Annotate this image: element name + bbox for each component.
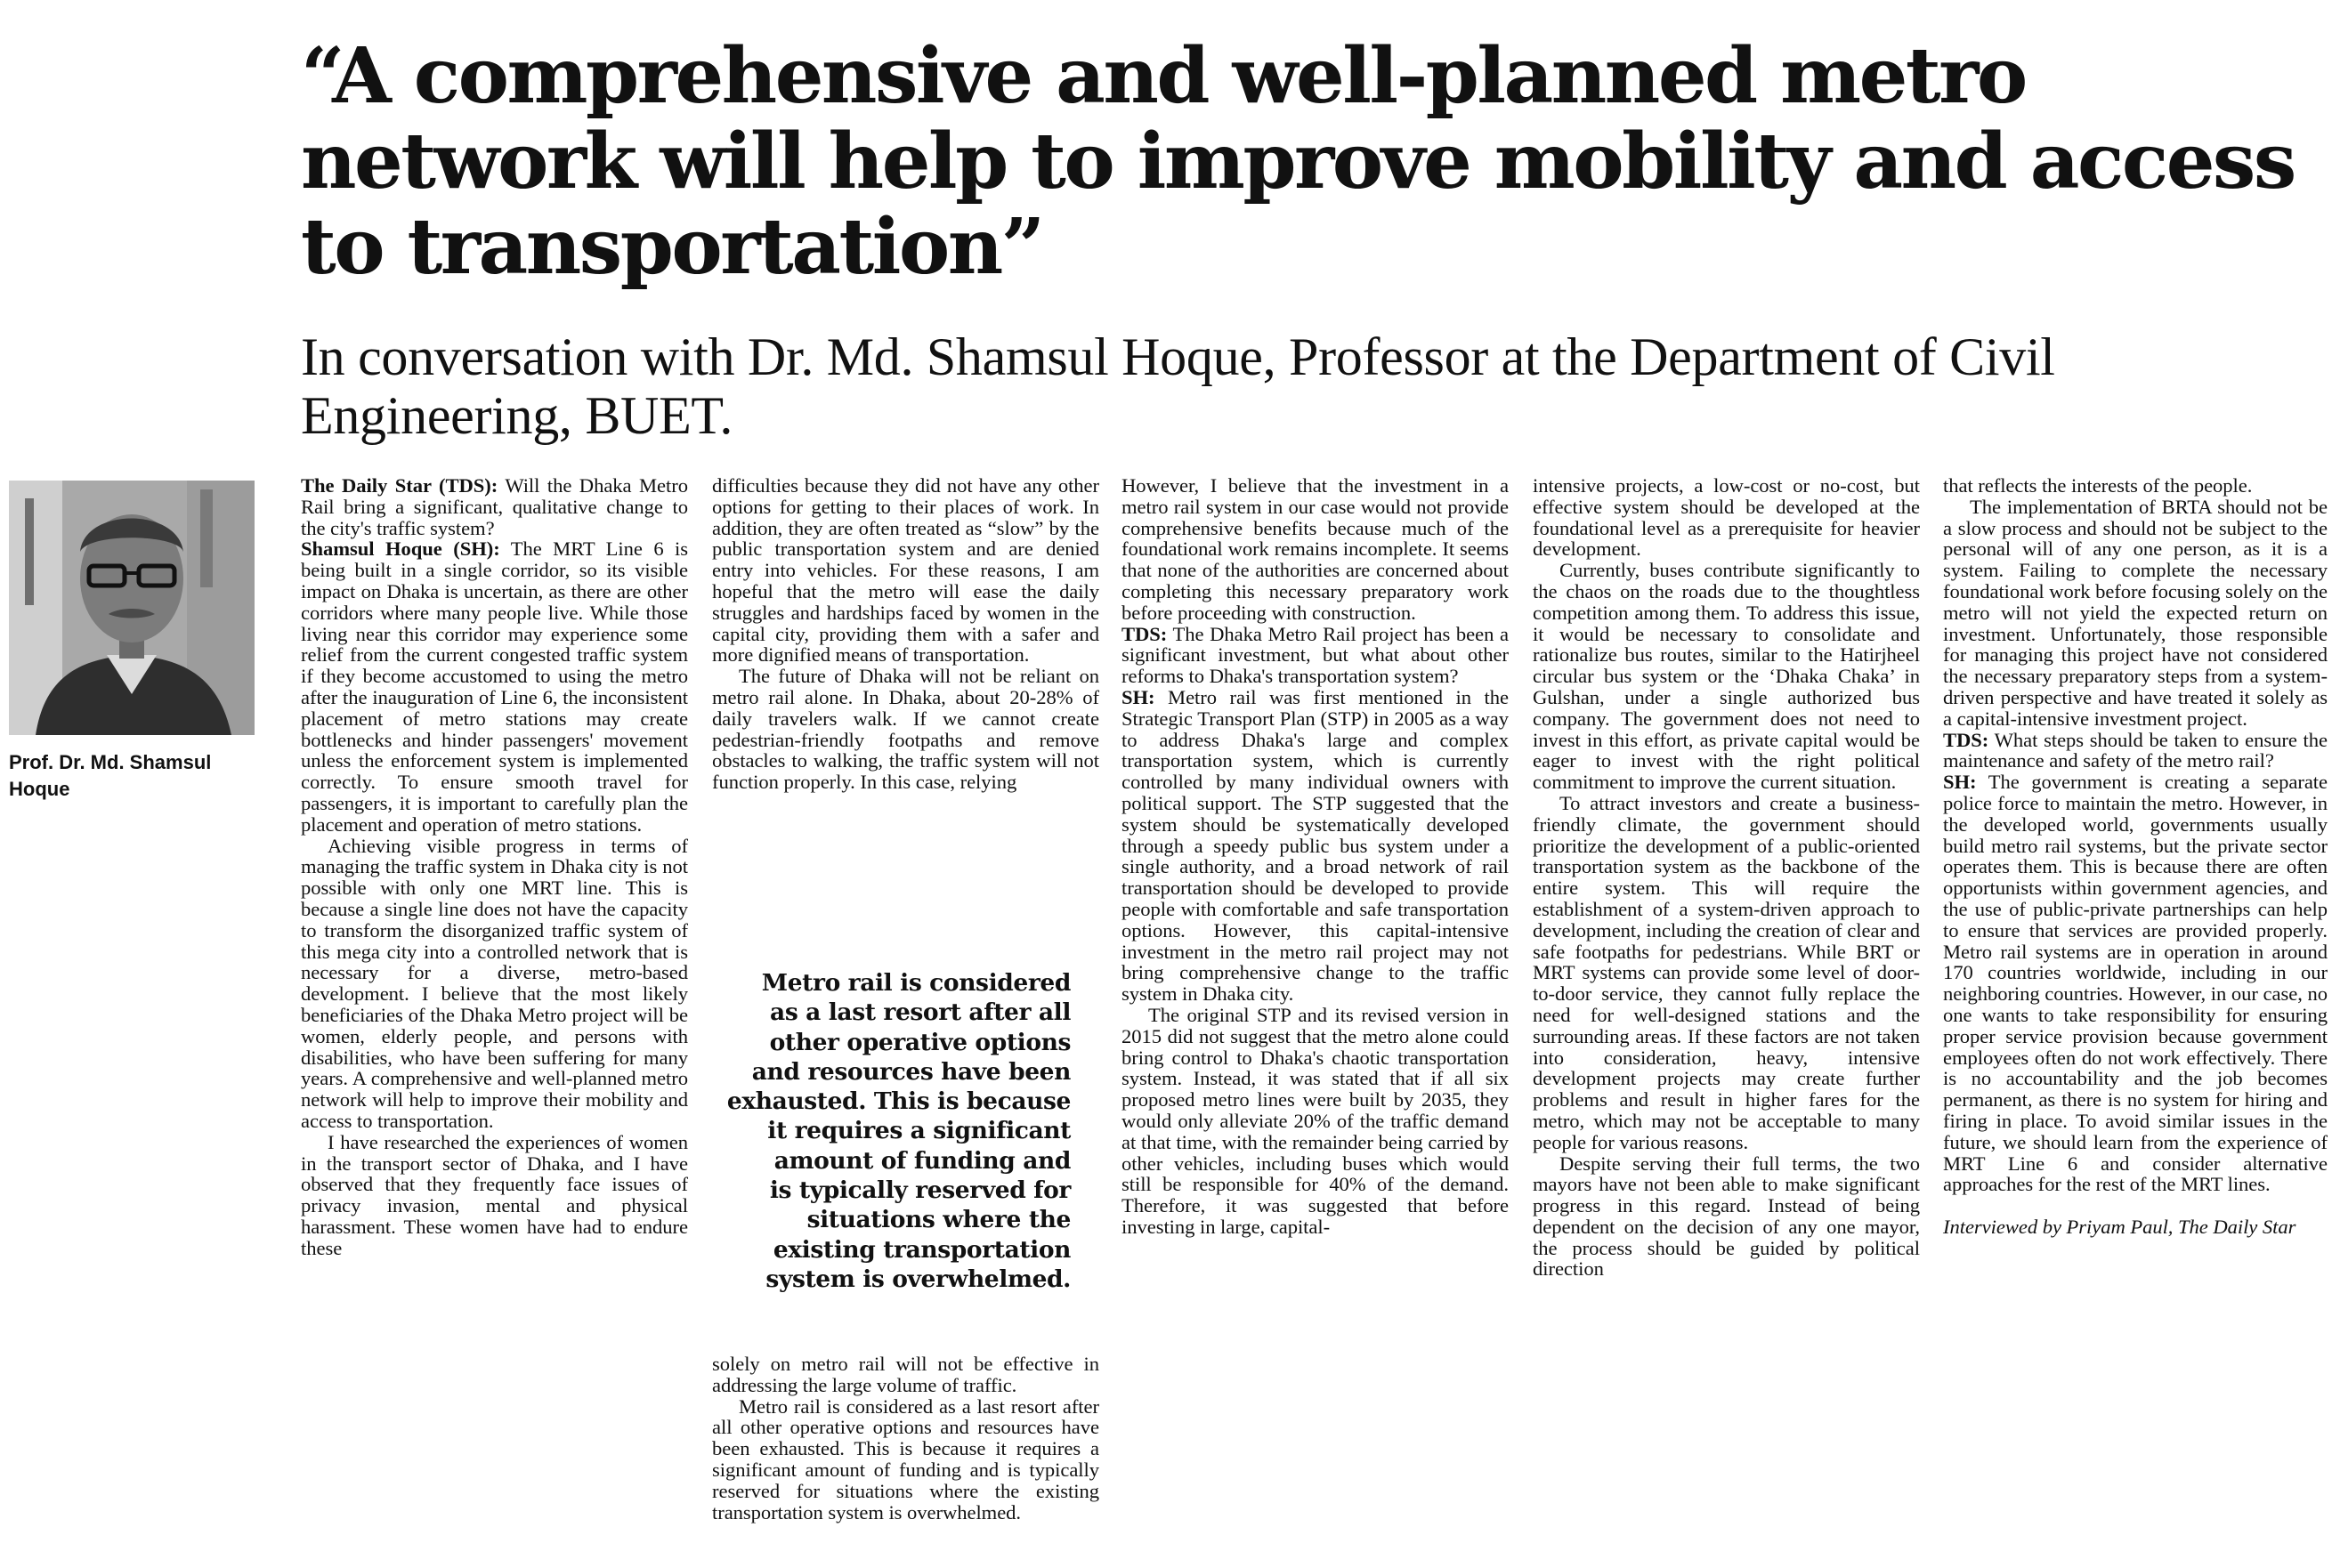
question-text: What steps should be taken to ensure the maintenance and safety of the metro rail? (1943, 728, 2328, 772)
pull-quote-line: amount of funding and (773, 1146, 1071, 1175)
pull-quote-line: exhausted. This is because (726, 1087, 1071, 1116)
body-paragraph: that reflects the interests of the people. (1943, 474, 2253, 497)
answer-paragraph (1121, 687, 1509, 1005)
caption-line: Hoque (9, 778, 70, 800)
pull-quote-line: other operative options (769, 1028, 1071, 1056)
question-paragraph (1121, 624, 1509, 687)
article-column-4 (1533, 475, 1920, 1280)
speaker-label: TDS: (1943, 728, 1989, 751)
answer-text: The MRT Line 6 is being built in a single corridor, so its visible impact on Dhaka is uncertain, as there are other corridors where many people live. While those living near this corridor may experience some relief from the current congested traffic system if they become accustomed to using the metro after the inauguration of Line 6, the inconsistent placement of metro stations may create bottlenecks and hinder passengers' movement unless the enforcement system is implemented correctly. To ensure smooth travel for passengers, it is important to carefully plan the placement and operation of metro stations. (301, 537, 688, 836)
body-paragraph: Despite serving their full terms, the two mayors have not been able to make significant progress in this regard. Instead of being dependent on the decision of any one mayor, the process should be guided by political direction (1533, 1152, 1920, 1281)
subheadline: In conversation with Dr. Md. Shamsul Hoque, Professor at the Department of Civil Engineering, BUET. (301, 327, 2055, 445)
interviewee-photo (9, 481, 255, 735)
article-column-2-continued (712, 1354, 1099, 1523)
pull-quote-line: Metro rail is considered (761, 969, 1071, 997)
pull-quote (712, 968, 1071, 1294)
speaker-label: TDS: (1121, 622, 1168, 645)
speaker-label: The Daily Star (TDS): (301, 474, 498, 497)
body-paragraph: Metro rail is considered as a last resort after all other operative options and resources have been exhausted. This is because it requires a significant amount of funding and is typically reserved for situations where the existing transportation system is overwhelmed. (712, 1394, 1099, 1524)
article-column-5 (1943, 475, 2328, 1238)
question-paragraph (301, 475, 688, 538)
body-paragraph: The future of Dhaka will not be reliant on metro rail alone. In Dhaka, about 20-28% of daily travelers walk. If we cannot create pedestrian-friendly footpaths and remove obstacles to walking, the traffic system will not function properly. In this case, relying (712, 665, 1099, 794)
article-column-2 (712, 475, 1099, 793)
article-column-3 (1121, 475, 1509, 1238)
speaker-label: SH: (1121, 685, 1155, 708)
pull-quote-line: it requires a significant (767, 1117, 1071, 1145)
pull-quote-line: situations where the (806, 1206, 1071, 1234)
answer-paragraph (1943, 772, 2328, 1195)
interviewer-credit: Interviewed by Priyam Paul, The Daily Star (1943, 1216, 2296, 1239)
body-paragraph: The implementation of BRTA should not be a slow process and should not be subject to the personal will of any one person, as it is a system. Failing to complete the necessary foundational work before focusing solely on the metro will not yield the expected return on investment. Unfortunately, those responsible for managing this project have not considered the necessary preparatory steps from a system-driven perspective and have treated it solely as a capital-intensive investment project. (1943, 495, 2328, 730)
body-paragraph: The original STP and its revised version in 2015 did not suggest that the metro alone could bring control to Dhaka's chaotic transportation system. Instead, it was stated that if all six proposed metro lines were built by 2035, they would only alleviate 20% of the traffic demand at that time, with the remainder being carried by other vehicles, including buses which would still be responsible for 40% of the demand. Therefore, it was suggested that before investing in large, capital- (1121, 1003, 1509, 1238)
answer-paragraph (301, 538, 688, 835)
body-paragraph: solely on metro rail will not be effective in addressing the large volume of traffic. (712, 1353, 1099, 1396)
answer-text: The government is creating a separate police force to maintain the metro. However, in the developed world, governments usually build metro rail systems, but the private sector operates them. This is because there are often opportunists within government agencies, and the use of public-private partnerships can help to ensure that services are provided properly. Metro rail systems are in operation in around 170 countries worldwide, including in our neighboring countries. However, in our case, no one wants to take responsibility for ensuring proper service provision because government employees often do not work effectively. There is no accountability and the job becomes permanent, as there is no system for hiring and firing in place. To avoid similar issues in the future, we should learn from the experience of MRT Line 6 and consider alternative approaches for the rest of the MRT lines. (1943, 771, 2328, 1196)
speaker-label: Shamsul Hoque (SH): (301, 537, 500, 561)
pull-quote-line: and resources have been (751, 1057, 1071, 1086)
pull-quote-line: as a last resort after all (770, 998, 1071, 1027)
speaker-label: SH: (1943, 771, 1977, 794)
headline: “A comprehensive and well-planned metro network will help to improve mobility and access to transportation” (301, 31, 2295, 292)
body-paragraph: Currently, buses contribute significantly to the chaos on the roads due to the thoughtless competition among them. To address this issue, it would be necessary to consolidate and rationalize bus routes, similar to the Hatirjheel circular bus system or the ‘Dhaka Chaka’ in Gulshan, under a single authorized bus company. The government does not need to invest in this effort, as private capital would be eager to invest with the right political commitment to improve the current situation. (1533, 559, 1920, 794)
article-column-1 (301, 475, 688, 1258)
body-paragraph: To attract investors and create a business-friendly climate, the government should prioritize the development of a public-oriented transportation system as the backbone of the entire system. This will require the establishment of a system-driven approach to development, including the creation of clear and safe footpaths for pedestrians. While BRT or MRT systems can provide some level of door-to-door service, they cannot fully replace the need for well-designed stations and the surrounding areas. If these factors are not taken into consideration, heavy, intensive development projects may create further problems and result in higher fares for the metro, which may not be acceptable to many people for various reasons. (1533, 791, 1920, 1153)
body-paragraph: However, I believe that the investment in a metro rail system in our case would not provide comprehensive benefits because much of the foundational work remains incomplete. It seems that none of the authorities are concerned about completing this necessary preparatory work before proceeding with construction. (1121, 474, 1509, 624)
pull-quote-line: system is overwhelmed. (765, 1265, 1071, 1293)
photo-caption (9, 749, 249, 803)
question-text: The Dhaka Metro Rail project has been a significant investment, but what about other reforms to Dhaka's transportation system? (1121, 622, 1509, 688)
question-text: Will the Dhaka Metro Rail bring a significant, qualitative change to the city's traffic system? (301, 474, 688, 539)
answer-text: Metro rail was first mentioned in the Strategic Transport Plan (STP) in 2005 as a way to address Dhaka's large and complex transportation system, which is currently controlled by many individual owners with political support. The STP suggested that the system should be systematically developed through a speedy public bus system under a single authority, and a broad network of rail transportation should be developed to provide people with comfortable and safe transportation options. However, this capital-intensive investment in the metro rail project may not bring comprehensive change to the traffic system in Dhaka city. (1121, 685, 1509, 1006)
body-paragraph: Achieving visible progress in terms of managing the traffic system in Dhaka city is not possible with only one MRT line. This is because a single line does not have the capacity to transform the disorganized traffic system of this mega city into a controlled network that is necessary for a diverse, metro-based development. I believe that the most likely beneficiaries of the Dhaka Metro project will be women, elderly people, and persons with disabilities, who have been suffering for many years. A comprehensive and well-planned metro network will help to improve their mobility and access to transportation. (301, 834, 688, 1132)
body-paragraph: intensive projects, a low-cost or no-cost, but effective system should be developed at the foundational level as a prerequisite for heavier development. (1533, 474, 1920, 561)
body-paragraph: difficulties because they did not have any other options for getting to their places of work. In addition, they are often treated as “slow” by the public transportation system and are denied entry into vehicles. For these reasons, I am hopeful that the metro will ease the daily struggles and hardships faced by women in the capital city, providing them with a safer and more dignified means of transportation. (712, 474, 1099, 667)
portrait-illustration (9, 481, 255, 735)
caption-line: Prof. Dr. Md. Shamsul (9, 751, 212, 773)
body-paragraph: I have researched the experiences of women in the transport sector of Dhaka, and I have observed that they frequently face issues of privacy invasion, mental and physical harassment. These women have had to endure these (301, 1130, 688, 1259)
question-paragraph (1943, 730, 2328, 772)
pull-quote-line: is typically reserved for (769, 1176, 1071, 1205)
pull-quote-line: existing transportation (773, 1235, 1071, 1264)
